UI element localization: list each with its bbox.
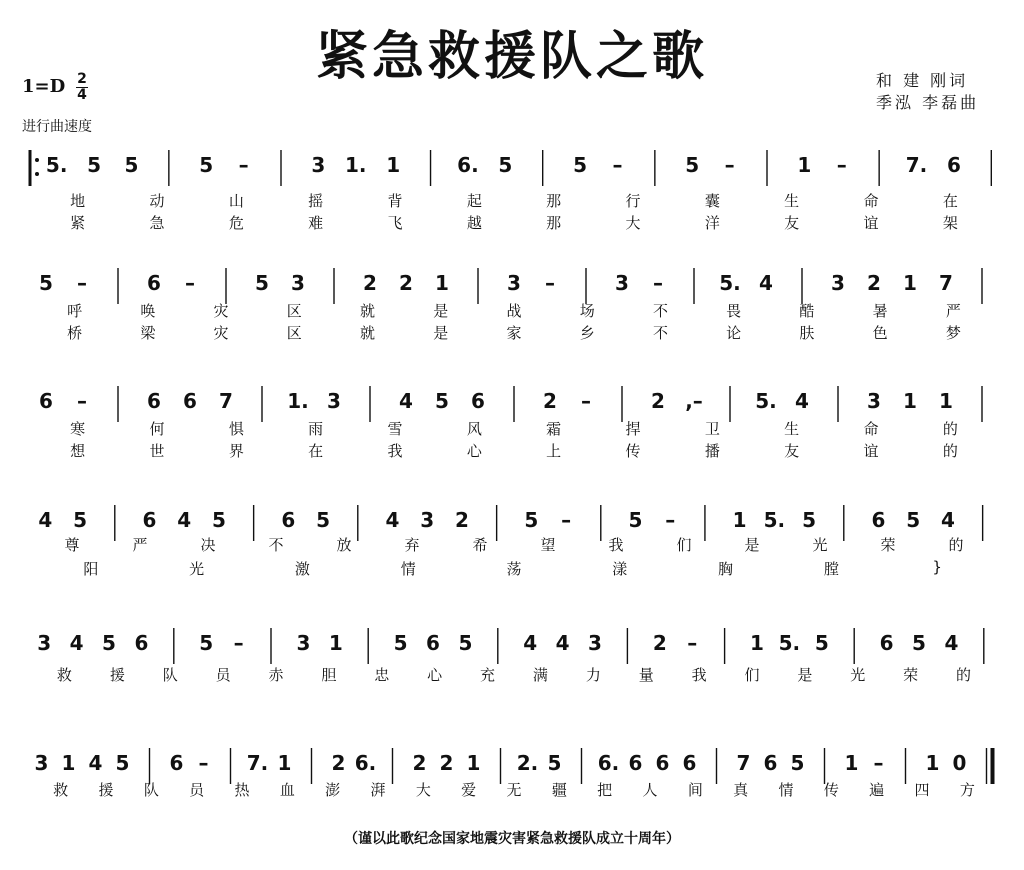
lyric-char: 的	[956, 666, 972, 684]
note: –	[724, 153, 735, 177]
lyric-char: 是	[433, 302, 449, 320]
lyric-char: 友	[784, 442, 800, 460]
lyric-char: 就	[360, 302, 376, 320]
lyric-char: 山	[228, 192, 244, 210]
note: 2	[867, 271, 881, 295]
note: 5.	[778, 631, 801, 655]
lyric-char: 方	[959, 781, 975, 799]
lyric-char: 地	[70, 192, 86, 210]
note: –	[198, 751, 209, 775]
note: 1	[939, 389, 953, 413]
lyric-char: 赤	[268, 666, 284, 684]
lyric-char: 大	[415, 781, 431, 799]
time-numerator: 2	[77, 71, 87, 87]
lyric-char: 霜	[546, 420, 562, 438]
lyric-char: 队	[162, 666, 178, 684]
lyric-char: 世	[149, 442, 165, 460]
lyric-char: 界	[228, 442, 244, 460]
note: 5	[115, 751, 130, 775]
lyricist-credit: 和 建 刚词	[876, 71, 969, 90]
lyric-char: 在	[942, 192, 958, 210]
time-denominator: 4	[77, 87, 87, 103]
note: 2	[399, 271, 413, 295]
lyric-char: 的	[948, 536, 964, 554]
note: 7.	[905, 153, 928, 177]
lyric-char: 尊	[64, 536, 80, 554]
lyric-char: 灾	[213, 324, 229, 342]
lyric-char: 荡	[506, 560, 522, 578]
note: 5	[498, 153, 513, 177]
lyric-char: 何	[149, 420, 165, 438]
note: –	[561, 508, 572, 532]
repeat-dot	[35, 158, 39, 162]
note: –	[665, 508, 676, 532]
note: 6.	[354, 751, 377, 775]
lyric-char: 血	[279, 781, 295, 799]
note: 5	[316, 508, 331, 532]
lyric-char: 囊	[704, 192, 720, 210]
lyric-char: 严	[945, 302, 961, 320]
note: 6	[183, 389, 197, 413]
lyric-char: 灾	[213, 302, 229, 320]
lyric-char: 想	[70, 442, 86, 460]
note: 1	[435, 271, 449, 295]
note: –	[185, 271, 195, 295]
composer-credit: 季泓 李磊曲	[876, 93, 980, 112]
lyric-char: 救	[53, 781, 69, 799]
note: –	[612, 153, 623, 177]
note: 6	[628, 751, 643, 775]
note: 6	[471, 389, 485, 413]
note: 4	[759, 271, 773, 295]
lyric-char: 真	[733, 781, 749, 799]
lyric-char: 谊	[863, 214, 879, 232]
note: –	[687, 631, 698, 655]
note: 3	[867, 389, 881, 413]
note: 3	[615, 271, 629, 295]
lyric-char: 谊	[863, 442, 879, 460]
note: 3	[37, 631, 52, 655]
lyric-char: 援	[109, 666, 125, 684]
note: 2.	[516, 751, 539, 775]
lyric-char: 播	[704, 442, 720, 460]
note: ,–	[685, 389, 703, 413]
lyric-char: 那	[546, 192, 562, 210]
lyric-char: 呼	[67, 302, 83, 320]
note: 0	[952, 751, 967, 775]
note: 2	[543, 389, 557, 413]
note: 6	[147, 271, 161, 295]
note: 2	[363, 271, 377, 295]
lyric-char: 卫	[704, 420, 720, 438]
note: 6	[169, 751, 184, 775]
lyric-char: 把	[597, 781, 613, 799]
lyric-char: 家	[506, 324, 522, 342]
lyric-char: 情	[778, 781, 794, 799]
lyric-char: 间	[687, 781, 703, 799]
note: 3	[507, 271, 521, 295]
note: 1	[903, 271, 917, 295]
lyric-char: 就	[360, 324, 376, 342]
note: 3	[296, 631, 311, 655]
lyric-char: 望	[540, 536, 556, 554]
lyric-char: 急	[149, 214, 165, 232]
lyric-char: 命	[863, 192, 879, 210]
note: 4	[940, 508, 955, 532]
note: 5	[73, 508, 88, 532]
note: 5	[912, 631, 926, 655]
note: 5.	[755, 389, 777, 413]
note: 1	[797, 153, 812, 177]
note: 3	[420, 508, 435, 532]
note: 2	[651, 389, 665, 413]
note: 5	[39, 271, 53, 295]
lyric-char: 们	[744, 666, 760, 684]
lyric-char: 漾	[612, 560, 628, 578]
note: 3	[311, 153, 326, 177]
lyric-char: 满	[532, 666, 548, 684]
lyric-char: 量	[638, 666, 654, 684]
note: 2	[652, 631, 667, 655]
lyric-char: 区	[286, 302, 302, 320]
lyric-char: 寒	[70, 420, 86, 438]
lyric-char: 的	[942, 420, 958, 438]
note: –	[836, 153, 847, 177]
lyric-char: 弃	[404, 536, 420, 554]
lyric-char: 疆	[551, 781, 567, 799]
note: 2	[331, 751, 346, 775]
lyric-char: 不	[652, 302, 668, 320]
lyric-char: 湃	[370, 781, 386, 799]
lyric-char: 澎	[325, 781, 341, 799]
lyric-char: 光	[812, 536, 828, 554]
lyric-char: 员	[189, 781, 205, 799]
lyric-char: 在	[308, 442, 324, 460]
lyric-char: 酷	[799, 302, 815, 320]
note: 2	[454, 508, 469, 532]
lyric-char: 忠	[374, 666, 390, 684]
lyric-char: 援	[98, 781, 114, 799]
lyric-char: 飞	[387, 214, 403, 232]
note: 1	[277, 751, 292, 775]
lyric-char: 论	[726, 324, 742, 342]
lyric-char: 起	[466, 192, 482, 210]
lyric-char: 胆	[321, 666, 337, 684]
note: –	[873, 751, 884, 775]
note: 5	[906, 508, 921, 532]
note: 6.	[597, 751, 620, 775]
lyric-char: 难	[308, 214, 324, 232]
lyric-char: 战	[506, 302, 522, 320]
lyric-char: 力	[585, 666, 601, 684]
note: 5	[458, 631, 473, 655]
lyric-char: 那	[546, 214, 562, 232]
note: 5.	[763, 508, 786, 532]
note: 3	[34, 751, 49, 775]
lyric-char: 梦	[945, 324, 961, 342]
song-title: 紧急救援队之歌	[315, 27, 708, 87]
lyric-char: 生	[784, 192, 800, 210]
lyric-char: 生	[784, 420, 800, 438]
lyric-char: 暑	[872, 302, 888, 320]
note: 3	[327, 389, 341, 413]
lyric-char: 梁	[140, 324, 156, 342]
lyric-char: 越	[466, 214, 482, 232]
lyric-char: 决	[200, 536, 216, 554]
note: 4	[69, 631, 84, 655]
lyric-char: 乡	[579, 324, 595, 342]
lyric-char: 架	[942, 214, 958, 232]
note: 5	[814, 631, 829, 655]
note: 4	[399, 389, 413, 413]
lyric-char: 遍	[869, 781, 885, 799]
note: 1	[732, 508, 747, 532]
note: 5	[199, 153, 214, 177]
lyric-char: 传	[625, 442, 641, 460]
note: 5	[685, 153, 700, 177]
lyric-char: 光	[850, 666, 866, 684]
note: 5	[255, 271, 269, 295]
repeat-dot	[35, 172, 39, 176]
lyric-char: 是	[433, 324, 449, 342]
note: 6	[871, 508, 886, 532]
note: 7	[736, 751, 751, 775]
lyric-char: 充	[480, 666, 496, 684]
lyric-char: 命	[863, 420, 879, 438]
note: 1.	[345, 153, 367, 177]
lyric-char: 我	[387, 442, 403, 460]
note: 5.	[719, 271, 741, 295]
lyric-char: 热	[234, 781, 250, 799]
lyric-char: 荣	[880, 536, 896, 554]
lyric-char: }	[932, 558, 942, 576]
lyric-char: 洋	[704, 214, 720, 232]
note: 6	[426, 631, 440, 655]
lyric-char: 捍	[625, 420, 641, 438]
lyric-char: 行	[625, 192, 641, 210]
note: 4	[795, 389, 809, 413]
note: 4	[944, 631, 959, 655]
lyric-char: 是	[797, 666, 813, 684]
note: –	[77, 271, 87, 295]
lyric-char: 是	[744, 536, 760, 554]
lyric-char: 大	[625, 214, 641, 232]
note: 4	[385, 508, 400, 532]
note: 5	[547, 751, 562, 775]
lyric-char: 场	[579, 302, 595, 320]
lyric-char: 桥	[67, 324, 83, 342]
dedication-footer: （谨以此歌纪念国家地震灾害紧急救援队成立十周年）	[344, 831, 680, 847]
note: 3	[291, 271, 305, 295]
lyric-char: 严	[132, 536, 148, 554]
lyric-char: 希	[472, 536, 488, 554]
note: 6	[281, 508, 296, 532]
note: 1.	[287, 389, 309, 413]
note: 5	[393, 631, 408, 655]
lyric-char: 危	[228, 214, 244, 232]
note: 6	[682, 751, 697, 775]
note: 4	[523, 631, 538, 655]
lyric-char: 放	[336, 536, 352, 554]
lyric-char: 雪	[387, 420, 403, 438]
note: 6	[946, 153, 961, 177]
note: 4	[38, 508, 53, 532]
lyric-char: 救	[56, 666, 72, 684]
lyric-char: 心	[427, 666, 443, 684]
lyric-char: 我	[608, 536, 624, 554]
note: 1	[925, 751, 940, 775]
lyric-char: 不	[268, 536, 284, 554]
lyric-char: 员	[215, 666, 231, 684]
lyric-char: 畏	[726, 302, 742, 320]
note: 1	[328, 631, 343, 655]
note: 7	[939, 271, 953, 295]
note: 5	[102, 631, 116, 655]
note: 6.	[457, 153, 479, 177]
note: 5	[87, 153, 102, 177]
note: 5	[124, 153, 139, 177]
lyric-char: 心	[466, 442, 482, 460]
lyric-char: 紧	[70, 214, 86, 232]
note: 4	[177, 508, 192, 532]
lyric-char: 动	[149, 192, 165, 210]
note: 1	[61, 751, 76, 775]
note: 4	[555, 631, 570, 655]
note: 6	[879, 631, 894, 655]
note: 2	[412, 751, 427, 775]
note: –	[581, 389, 591, 413]
lyric-char: 不	[652, 324, 668, 342]
lyric-char: 上	[546, 442, 562, 460]
note: 3	[588, 631, 602, 655]
lyric-char: 激	[294, 560, 310, 578]
lyric-char: 雨	[308, 420, 324, 438]
lyric-char: 的	[942, 442, 958, 460]
note: 6	[763, 751, 778, 775]
key-signature: 1=D	[22, 76, 66, 97]
note: 5	[435, 389, 449, 413]
lyric-char: 摇	[308, 192, 324, 210]
note: –	[233, 631, 244, 655]
note: 5	[573, 153, 588, 177]
lyric-char: 肤	[799, 324, 815, 342]
note: 6	[134, 631, 149, 655]
note: 5.	[45, 153, 68, 177]
lyric-char: 们	[676, 536, 692, 554]
note: –	[238, 153, 249, 177]
lyric-char: 四	[914, 781, 930, 799]
note: 1	[903, 389, 917, 413]
note: 7	[219, 389, 233, 413]
note: 5	[628, 508, 643, 532]
tempo-marking: 进行曲速度	[22, 119, 92, 135]
note: –	[77, 389, 87, 413]
lyric-char: 惧	[228, 420, 244, 438]
lyric-char: 背	[387, 192, 403, 210]
lyric-char: 唤	[140, 302, 156, 320]
note: 5	[524, 508, 539, 532]
note: 5	[199, 631, 214, 655]
note: 7.	[246, 751, 269, 775]
note: 2	[439, 751, 454, 775]
lyric-char: 传	[823, 781, 839, 799]
lyric-char: 膛	[823, 560, 839, 578]
lyric-char: 队	[143, 781, 159, 799]
lyric-char: 胸	[718, 560, 734, 578]
note: 6	[142, 508, 157, 532]
lyric-char: 爱	[461, 781, 477, 799]
note: 1	[386, 153, 401, 177]
note: 5	[790, 751, 805, 775]
note: 1	[466, 751, 481, 775]
lyric-char: 我	[691, 666, 707, 684]
lyric-char: 情	[400, 560, 416, 578]
lyric-char: 风	[466, 420, 482, 438]
lyric-char: 区	[286, 324, 302, 342]
lyric-char: 友	[784, 214, 800, 232]
note: 6	[655, 751, 670, 775]
note: 5	[802, 508, 817, 532]
note: –	[653, 271, 663, 295]
note: 1	[750, 631, 764, 655]
note: 3	[831, 271, 845, 295]
note: 1	[844, 751, 859, 775]
note: 5	[211, 508, 226, 532]
note: 6	[147, 389, 161, 413]
lyric-char: 无	[506, 781, 522, 799]
lyric-char: 荣	[903, 666, 919, 684]
lyric-char: 阳	[83, 560, 99, 578]
lyric-char: 光	[189, 560, 205, 578]
lyric-char: 人	[642, 781, 658, 799]
note: –	[545, 271, 555, 295]
note: 6	[39, 389, 53, 413]
note: 4	[88, 751, 103, 775]
lyric-char: 色	[872, 324, 888, 342]
